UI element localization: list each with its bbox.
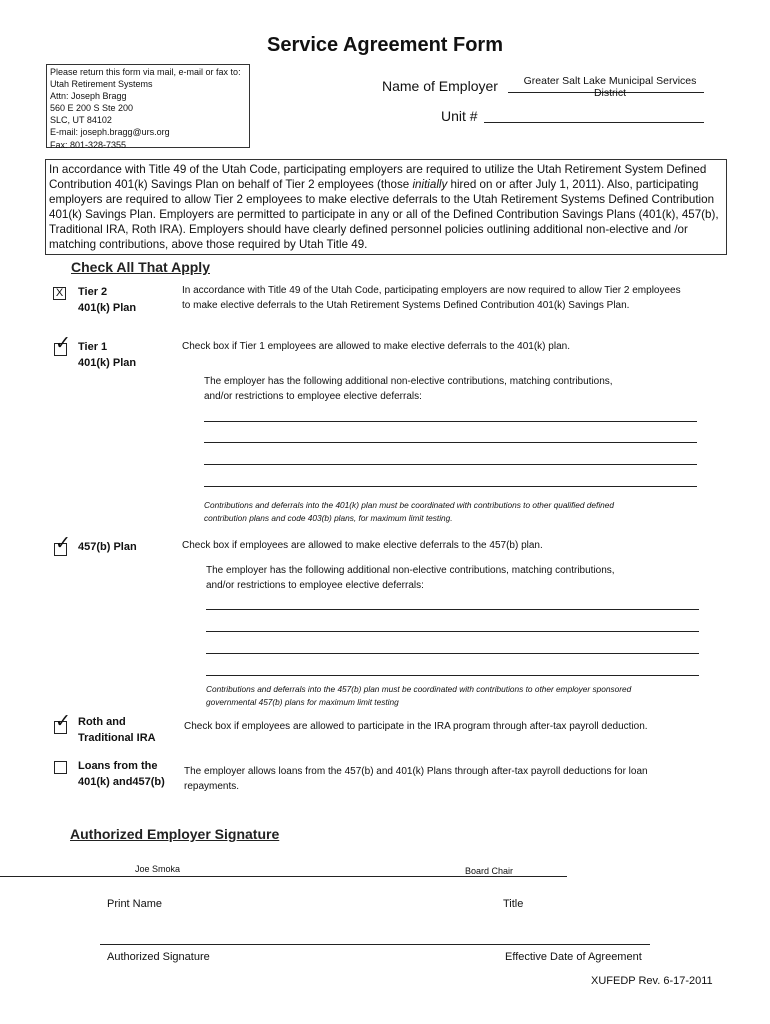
tier1-blank-line[interactable]	[204, 442, 697, 443]
form-revision: XUFEDP Rev. 6-17-2011	[591, 975, 713, 987]
return-line: 560 E 200 S Ste 200	[50, 103, 134, 114]
unit-label: Unit #	[441, 108, 478, 124]
signature-line[interactable]	[100, 944, 650, 945]
p457-check-mark: ✓	[55, 533, 71, 554]
tier1-note-line: contribution plans and code 403(b) plans, for maximum limit testing.	[204, 513, 453, 523]
tier1-check-mark: ✓	[55, 333, 71, 354]
loans-checkbox[interactable]	[54, 761, 67, 774]
tier1-blank-line[interactable]	[204, 421, 697, 422]
tier2-line2: 401(k) Plan	[78, 301, 137, 314]
page-title: Service Agreement Form	[266, 34, 503, 56]
p457-note-line: governmental 457(b) plans for maximum limit testing	[206, 697, 399, 707]
tier2-desc-line: to make elective deferrals to the Utah Retirement Systems Defined Contribution 401(k) Savings Plan.	[182, 299, 630, 311]
return-line: Please return this form via mail, e-mail or fax to:	[50, 67, 241, 77]
p457-description: Check box if employees are allowed to make elective deferrals to the 457(b) plan.	[182, 540, 543, 551]
tier1-line2: 401(k) Plan	[78, 356, 137, 369]
p457-blank-line[interactable]	[206, 631, 699, 632]
tier1-label	[78, 340, 136, 371]
tier2-line1: Tier 2	[78, 286, 108, 298]
check-all-heading: Check All That Apply	[71, 259, 210, 275]
roth-line1: Roth and	[78, 716, 126, 728]
tier1-additional-text	[204, 375, 613, 404]
unit-line	[484, 122, 704, 123]
p457-additional-text	[206, 564, 615, 593]
print-name-label: Print Name	[107, 898, 163, 910]
tier1-blank-line[interactable]	[204, 486, 697, 487]
authorized-signature-label: Authorized Signature	[107, 951, 210, 963]
employer-name-label: Name of Employer	[382, 78, 498, 94]
roth-description: Check box if employees are allowed to participate in the IRA program through after-tax payroll deduction.	[184, 721, 648, 732]
tier1-sub-line: The employer has the following additional non-elective contributions, matching contributions,	[204, 376, 613, 387]
p457-blank-line[interactable]	[206, 675, 699, 676]
return-line: Attn: Joseph Bragg	[50, 91, 127, 102]
intro-emphasis: initially	[412, 178, 448, 192]
loans-label	[78, 759, 165, 790]
intro-text: hired on or after July 1, 2011). Also, participating employers are required to allow Tier 2 employees to make elective deferrals to the Utah Retirement Systems Defined Contribution 401(k) Savings Plan. Employers are permitted to participate in any or all of the Defined Contribution Savings Plans (401(k), 457(b), Traditional IRA, Roth IRA). Employers should have clearly defined personnel policies outlining additional non-elective and /or matching contributions, above those required by Utah Title 49.	[49, 178, 719, 252]
signature-heading: Authorized Employer Signature	[70, 826, 280, 842]
loans-line1: Loans from the	[78, 760, 158, 772]
p457-blank-line[interactable]	[206, 653, 699, 654]
p457-sub-line: The employer has the following additional non-elective contributions, matching contributions,	[206, 565, 615, 576]
tier1-description: Check box if Tier 1 employees are allowed to make elective deferrals to the 401(k) plan.	[182, 341, 570, 352]
tier2-desc-line: In accordance with Title 49 of the Utah Code, participating employers are now required to allow Tier 2 employees	[182, 285, 681, 296]
title-field[interactable]: Board Chair	[465, 866, 514, 876]
loans-description	[184, 765, 648, 794]
loans-desc-line: The employer allows loans from the 457(b) and 401(k) Plans through after-tax payroll deductions for loan	[184, 766, 648, 777]
roth-line2: Traditional IRA	[78, 731, 156, 744]
effective-date-label: Effective Date of Agreement	[505, 951, 642, 963]
intro-text: In accordance with Title 49 of the Utah Code, participating employers are required to utilize the Utah Retirement System Defined Contribution 401(k) Savings Plan on behalf of Tier 2 employees (those	[49, 163, 707, 192]
p457-note	[206, 683, 631, 709]
tier2-label	[78, 285, 136, 316]
intro-paragraph	[45, 159, 727, 255]
tier1-blank-line[interactable]	[204, 464, 697, 465]
employer-name-field[interactable]: Greater Salt Lake Municipal Services District	[523, 75, 697, 99]
p457-sub-line: and/or restrictions to employee elective deferrals:	[206, 579, 424, 591]
loans-desc-line: repayments.	[184, 780, 240, 792]
roth-check-mark: ✓	[55, 711, 71, 732]
p457-label: 457(b) Plan	[78, 541, 137, 553]
tier1-sub-line: and/or restrictions to employee elective deferrals:	[204, 390, 422, 402]
loans-line2: 401(k) and457(b)	[78, 775, 165, 788]
tier2-description	[182, 284, 681, 313]
roth-label	[78, 715, 156, 746]
return-address-box	[46, 64, 250, 148]
tier1-note	[204, 499, 614, 525]
tier1-note-line: Contributions and deferrals into the 401(k) plan must be coordinated with contributions to other qualified defined	[204, 500, 615, 510]
p457-note-line: Contributions and deferrals into the 457(b) plan must be coordinated with contributions to other employer sponsored	[206, 684, 632, 694]
return-line: SLC, UT 84102	[50, 115, 112, 126]
name-title-line	[0, 876, 567, 877]
print-name-field[interactable]: Joe Smoka	[135, 864, 181, 874]
return-line: Utah Retirement Systems	[50, 79, 153, 90]
title-label: Title	[503, 898, 524, 910]
return-line: E-mail: joseph.bragg@urs.org	[50, 127, 170, 138]
return-line: Fax: 801-328-7355	[50, 139, 127, 150]
tier2-checkbox[interactable]: X	[53, 287, 66, 300]
p457-blank-line[interactable]	[206, 609, 699, 610]
tier1-line1: Tier 1	[78, 341, 108, 353]
